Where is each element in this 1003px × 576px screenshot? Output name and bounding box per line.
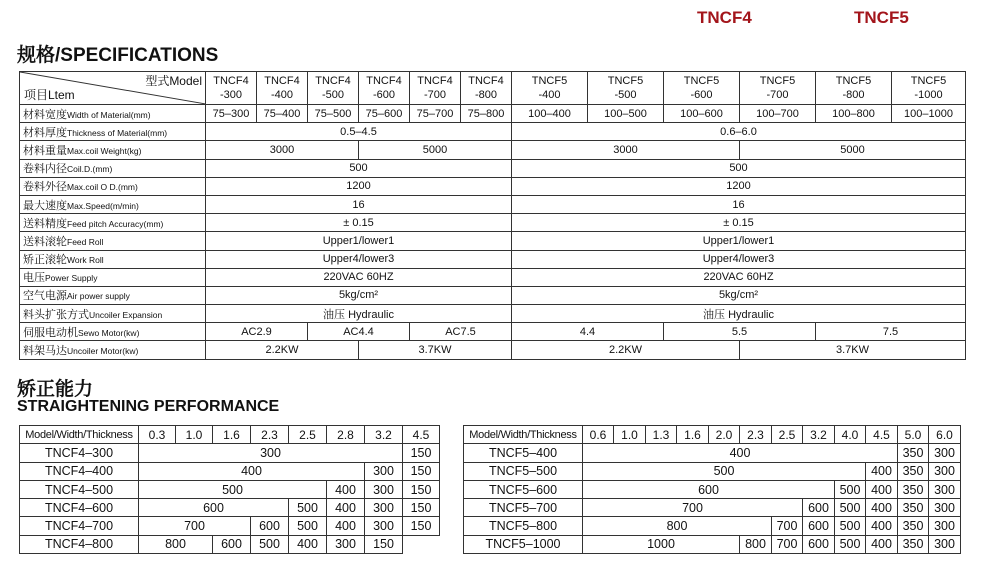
- spec-header-row: [20, 72, 966, 105]
- model-size: -800: [842, 89, 865, 101]
- spec-row: [20, 177, 966, 195]
- spec-value-cell: 5kg/cm²: [206, 286, 512, 304]
- straightening-title-cn: 矫正能力: [17, 379, 94, 400]
- model-name: TNCF5: [910, 75, 947, 87]
- straightening-row: [20, 480, 440, 498]
- straightening-title-en: STRAIGHTENING PERFORMANCE: [17, 398, 280, 415]
- model-cell: TNCF5–700: [464, 499, 583, 517]
- spec-label-en: Coil.D.(mm): [67, 164, 113, 175]
- spec-row-label: [20, 214, 206, 232]
- model-name: TNCF5: [835, 75, 872, 87]
- width-value-cell: 500: [289, 499, 327, 517]
- thickness-header-cell: 1.3: [646, 426, 677, 444]
- width-value-cell: 300: [929, 535, 961, 553]
- width-value-cell: 500: [251, 535, 289, 553]
- width-value-cell: 300: [365, 480, 403, 498]
- model-cell: TNCF5–600: [464, 480, 583, 498]
- model-name: TNCF4: [417, 75, 453, 87]
- model-size: -600: [372, 89, 396, 101]
- spec-value-cell: 220VAC 60HZ: [512, 268, 966, 286]
- spec-label-en: Power Supply: [45, 273, 98, 284]
- model-size: -500: [321, 89, 345, 101]
- model-name: TNCF4: [213, 75, 249, 87]
- spec-label-cn: 电压: [23, 272, 45, 285]
- width-value-cell: 500: [835, 499, 866, 517]
- width-value-cell: 400: [866, 517, 898, 535]
- spec-row: [20, 268, 966, 286]
- thickness-header-cell: 2.3: [251, 426, 289, 444]
- width-value-cell: 600: [803, 517, 835, 535]
- thickness-header-cell: 1.0: [176, 426, 213, 444]
- width-value-cell: 300: [929, 462, 961, 480]
- straightening-row: [20, 499, 440, 517]
- spec-label-cn: 空气电源: [23, 290, 67, 303]
- thickness-header-cell: 5.0: [898, 426, 929, 444]
- spec-row-label: [20, 268, 206, 286]
- width-value-cell: 1000: [583, 535, 740, 553]
- width-value-cell: 400: [327, 517, 365, 535]
- spec-row-label: [20, 195, 206, 213]
- model-cell: TNCF4–500: [20, 480, 139, 498]
- straightening-header-row: [20, 426, 440, 444]
- model-size: -700: [766, 89, 789, 101]
- spec-label-cn: 材料重量: [23, 144, 67, 157]
- spec-row-label: [20, 286, 206, 304]
- width-value-cell: 350: [898, 480, 929, 498]
- spec-value-cell: 100–500: [588, 105, 664, 123]
- spec-value-cell: 0.5–4.5: [206, 123, 512, 141]
- width-value-cell: 500: [835, 517, 866, 535]
- model-name: TNCF5: [683, 75, 720, 87]
- thickness-header-cell: 3.2: [803, 426, 835, 444]
- spec-value-cell: 100–1000: [892, 105, 966, 123]
- model-cell: TNCF5–400: [464, 444, 583, 462]
- width-value-cell: 300: [929, 480, 961, 498]
- model-size: -400: [270, 89, 294, 101]
- spec-value-cell: 75–700: [410, 105, 461, 123]
- width-value-cell: 400: [289, 535, 327, 553]
- spec-label-cn: 最大速度: [23, 199, 67, 212]
- spec-label-cn: 料架马达: [23, 345, 67, 358]
- width-value-cell: 500: [583, 462, 866, 480]
- thickness-header-cell: 6.0: [929, 426, 961, 444]
- spec-value-cell: 3000: [206, 141, 359, 159]
- thickness-header-cell: 1.6: [677, 426, 709, 444]
- model-size: -300: [219, 89, 243, 101]
- straightening-row: [464, 535, 961, 553]
- spec-row-label: [20, 341, 206, 359]
- width-value-cell: 600: [251, 517, 289, 535]
- width-value-cell: 600: [583, 480, 835, 498]
- width-value-cell: 300: [365, 499, 403, 517]
- straightening-row: [464, 517, 961, 535]
- model-header-cell: [308, 72, 359, 105]
- spec-label-cn: 送料精度: [23, 217, 67, 230]
- spec-value-cell: 100–700: [740, 105, 816, 123]
- width-value-cell: 500: [835, 535, 866, 553]
- spec-value-cell: 3.7KW: [740, 341, 966, 359]
- model-cell: TNCF4–700: [20, 517, 139, 535]
- width-value-cell: 300: [929, 499, 961, 517]
- width-value-cell: 300: [139, 444, 403, 462]
- width-value-cell: 400: [866, 535, 898, 553]
- spec-row: [20, 159, 966, 177]
- spec-label-cn: 料头扩张方式: [23, 308, 89, 321]
- straightening-table-tncf4: [19, 425, 440, 554]
- spec-row: [20, 105, 966, 123]
- width-value-cell: 600: [803, 499, 835, 517]
- width-value-cell: 350: [898, 517, 929, 535]
- spec-value-cell: Upper1/lower1: [206, 232, 512, 250]
- straightening-row: [20, 535, 440, 553]
- model-size: -1000: [914, 89, 943, 101]
- spec-row-label: [20, 323, 206, 341]
- series-title-tncf5: TNCF5: [854, 8, 909, 27]
- spec-label-en: Width of Material(mm): [67, 109, 151, 120]
- spec-value-cell: 油压 Hydraulic: [512, 305, 966, 323]
- spec-value-cell: 75–400: [257, 105, 308, 123]
- corner-item-label: 项目Ltem: [24, 88, 75, 102]
- spec-value-cell: 75–300: [206, 105, 257, 123]
- spec-value-cell: Upper1/lower1: [512, 232, 966, 250]
- spec-value-cell: 16: [512, 195, 966, 213]
- specifications-title: 规格/SPECIFICATIONS: [17, 45, 219, 66]
- spec-label-en: Max.Speed(m/min): [67, 200, 139, 211]
- model-header-cell: [206, 72, 257, 105]
- straightening-row: [464, 462, 961, 480]
- model-header-cell: [740, 72, 816, 105]
- spec-row-label: [20, 159, 206, 177]
- width-value-cell: 150: [403, 462, 440, 480]
- spec-label-en: Thickness of Material(mm): [67, 127, 168, 138]
- spec-value-cell: 5000: [359, 141, 512, 159]
- width-value-cell: 700: [772, 535, 803, 553]
- model-header-cell: [664, 72, 740, 105]
- model-header-cell: [359, 72, 410, 105]
- thickness-header-cell: 4.0: [835, 426, 866, 444]
- model-cell: TNCF5–500: [464, 462, 583, 480]
- spec-label-cn: 矫正滚轮: [23, 254, 67, 267]
- model-header-cell: [892, 72, 966, 105]
- spec-value-cell: 7.5: [816, 323, 966, 341]
- spec-row-label: [20, 305, 206, 323]
- spec-corner-cell: [20, 72, 206, 105]
- model-header-cell: [257, 72, 308, 105]
- thickness-header-cell: 2.8: [327, 426, 365, 444]
- spec-value-cell: 500: [512, 159, 966, 177]
- spec-label-en: Work Roll: [67, 255, 104, 266]
- width-value-cell: 300: [929, 517, 961, 535]
- spec-value-cell: 75–800: [461, 105, 512, 123]
- model-header-cell: [512, 72, 588, 105]
- spec-row: [20, 195, 966, 213]
- straightening-row: [464, 480, 961, 498]
- spec-label-cn: 伺服电动机: [23, 326, 78, 339]
- spec-value-cell: 75–500: [308, 105, 359, 123]
- thickness-header-label: Model/Width/Thickness: [464, 426, 583, 444]
- model-name: TNCF5: [759, 75, 796, 87]
- spec-value-cell: 75–600: [359, 105, 410, 123]
- spec-row-label: [20, 232, 206, 250]
- width-value-cell: 500: [139, 480, 327, 498]
- model-cell: TNCF4–300: [20, 444, 139, 462]
- spec-value-cell: 16: [206, 195, 512, 213]
- width-value-cell: 400: [327, 499, 365, 517]
- spec-value-cell: 5000: [740, 141, 966, 159]
- thickness-header-cell: 3.2: [365, 426, 403, 444]
- spec-value-cell: 0.6–6.0: [512, 123, 966, 141]
- model-name: TNCF4: [315, 75, 351, 87]
- width-value-cell: 350: [898, 444, 929, 462]
- width-value-cell: 800: [583, 517, 772, 535]
- spec-label-en: Feed Roll: [67, 236, 104, 247]
- width-value-cell: 700: [772, 517, 803, 535]
- model-name: TNCF5: [607, 75, 644, 87]
- spec-value-cell: ± 0.15: [512, 214, 966, 232]
- width-value-cell: 400: [327, 480, 365, 498]
- width-value-cell: 700: [583, 499, 803, 517]
- width-value-cell: 600: [139, 499, 289, 517]
- model-size: -600: [690, 89, 713, 101]
- width-value-cell: 150: [365, 535, 403, 553]
- width-value-cell: 800: [139, 535, 213, 553]
- spec-value-cell: 5.5: [664, 323, 816, 341]
- model-size: -400: [538, 89, 561, 101]
- width-value-cell: 300: [327, 535, 365, 553]
- spec-label-en: Sewo Motor(kw): [78, 327, 140, 338]
- spec-row-label: [20, 250, 206, 268]
- model-name: TNCF4: [264, 75, 300, 87]
- spec-value-cell: 500: [206, 159, 512, 177]
- corner-model-label: 型式Model: [145, 74, 202, 88]
- width-value-cell: 300: [365, 517, 403, 535]
- spec-value-cell: 100–800: [816, 105, 892, 123]
- spec-value-cell: 1200: [512, 177, 966, 195]
- width-value-cell: 150: [403, 480, 440, 498]
- spec-value-cell: Upper4/lower3: [512, 250, 966, 268]
- model-cell: TNCF5–1000: [464, 535, 583, 553]
- spec-value-cell: 5kg/cm²: [512, 286, 966, 304]
- thickness-header-cell: 2.3: [740, 426, 772, 444]
- model-header-cell: [410, 72, 461, 105]
- spec-label-en: Uncoiler Expansion: [89, 309, 163, 320]
- thickness-header-cell: 0.3: [139, 426, 176, 444]
- model-cell: TNCF4–400: [20, 462, 139, 480]
- thickness-header-cell: 0.6: [583, 426, 614, 444]
- width-value-cell: 600: [213, 535, 251, 553]
- spec-row: [20, 123, 966, 141]
- spec-row: [20, 341, 966, 359]
- spec-row: [20, 323, 966, 341]
- spec-value-cell: 2.2KW: [206, 341, 359, 359]
- model-cell: TNCF5–800: [464, 517, 583, 535]
- spec-row: [20, 305, 966, 323]
- spec-row: [20, 232, 966, 250]
- spec-row: [20, 214, 966, 232]
- model-cell: TNCF4–800: [20, 535, 139, 553]
- straightening-row: [464, 444, 961, 462]
- spec-label-cn: 卷料外径: [23, 181, 67, 194]
- spec-row-label: [20, 177, 206, 195]
- spec-value-cell: 3000: [512, 141, 740, 159]
- spec-label-en: Air power supply: [67, 291, 130, 302]
- thickness-header-cell: 4.5: [866, 426, 898, 444]
- model-size: -500: [614, 89, 637, 101]
- spec-value-cell: 100–400: [512, 105, 588, 123]
- width-value-cell: 400: [866, 462, 898, 480]
- width-value-cell: 400: [583, 444, 898, 462]
- width-value-cell: 350: [898, 535, 929, 553]
- spec-row: [20, 286, 966, 304]
- spec-value-cell: 3.7KW: [359, 341, 512, 359]
- width-value-cell: 500: [289, 517, 327, 535]
- width-value-cell: 400: [866, 480, 898, 498]
- thickness-header-cell: 2.5: [772, 426, 803, 444]
- width-value-cell: 150: [403, 499, 440, 517]
- spec-row-label: [20, 105, 206, 123]
- thickness-header-cell: 2.0: [709, 426, 740, 444]
- spec-label-en: Feed pitch Accuracy(mm): [67, 218, 164, 229]
- spec-label-en: Max.coil O D.(mm): [67, 182, 138, 193]
- model-size: -700: [423, 89, 447, 101]
- specifications-table: [19, 71, 966, 360]
- width-value-cell: 350: [898, 462, 929, 480]
- spec-label-en: Uncoiler Motor(kw): [67, 346, 139, 357]
- model-cell: TNCF4–600: [20, 499, 139, 517]
- spec-value-cell: AC7.5: [410, 323, 512, 341]
- spec-label-cn: 材料厚度: [23, 126, 67, 139]
- model-header-cell: [816, 72, 892, 105]
- straightening-row: [20, 462, 440, 480]
- spec-value-cell: 220VAC 60HZ: [206, 268, 512, 286]
- spec-row-label: [20, 141, 206, 159]
- width-value-cell: 800: [740, 535, 772, 553]
- model-header-cell: [461, 72, 512, 105]
- thickness-header-cell: 1.0: [614, 426, 646, 444]
- straightening-row: [20, 517, 440, 535]
- spec-value-cell: 4.4: [512, 323, 664, 341]
- width-value-cell: 400: [866, 499, 898, 517]
- spec-label-en: Max.coil Weight(kg): [67, 145, 142, 156]
- width-value-cell: 500: [835, 480, 866, 498]
- width-value-cell: 700: [139, 517, 251, 535]
- width-value-cell: 600: [803, 535, 835, 553]
- width-value-cell: 350: [898, 499, 929, 517]
- straightening-header-row: [464, 426, 961, 444]
- spec-value-cell: AC4.4: [308, 323, 410, 341]
- model-size: -800: [474, 89, 498, 101]
- spec-label-cn: 材料宽度: [23, 108, 67, 121]
- thickness-header-cell: 4.5: [403, 426, 440, 444]
- spec-label-cn: 送料滚轮: [23, 235, 67, 248]
- thickness-header-label: Model/Width/Thickness: [20, 426, 139, 444]
- straightening-row: [464, 499, 961, 517]
- spec-row: [20, 250, 966, 268]
- spec-label-cn: 卷料内径: [23, 163, 67, 176]
- width-value-cell: 300: [929, 444, 961, 462]
- spec-value-cell: 1200: [206, 177, 512, 195]
- model-name: TNCF4: [366, 75, 402, 87]
- series-title-tncf4: TNCF4: [697, 8, 752, 27]
- spec-value-cell: 油压 Hydraulic: [206, 305, 512, 323]
- model-name: TNCF4: [468, 75, 504, 87]
- spec-row-label: [20, 123, 206, 141]
- thickness-header-cell: 2.5: [289, 426, 327, 444]
- straightening-table-tncf5: [463, 425, 961, 554]
- model-header-cell: [588, 72, 664, 105]
- model-name: TNCF5: [531, 75, 568, 87]
- width-value-cell: 300: [365, 462, 403, 480]
- spec-value-cell: 100–600: [664, 105, 740, 123]
- width-value-cell: 400: [139, 462, 365, 480]
- spec-value-cell: ± 0.15: [206, 214, 512, 232]
- spec-value-cell: 2.2KW: [512, 341, 740, 359]
- spec-row: [20, 141, 966, 159]
- thickness-header-cell: 1.6: [213, 426, 251, 444]
- spec-value-cell: AC2.9: [206, 323, 308, 341]
- width-value-cell: 150: [403, 444, 440, 462]
- width-value-cell: 150: [403, 517, 440, 535]
- spec-value-cell: Upper4/lower3: [206, 250, 512, 268]
- straightening-row: [20, 444, 440, 462]
